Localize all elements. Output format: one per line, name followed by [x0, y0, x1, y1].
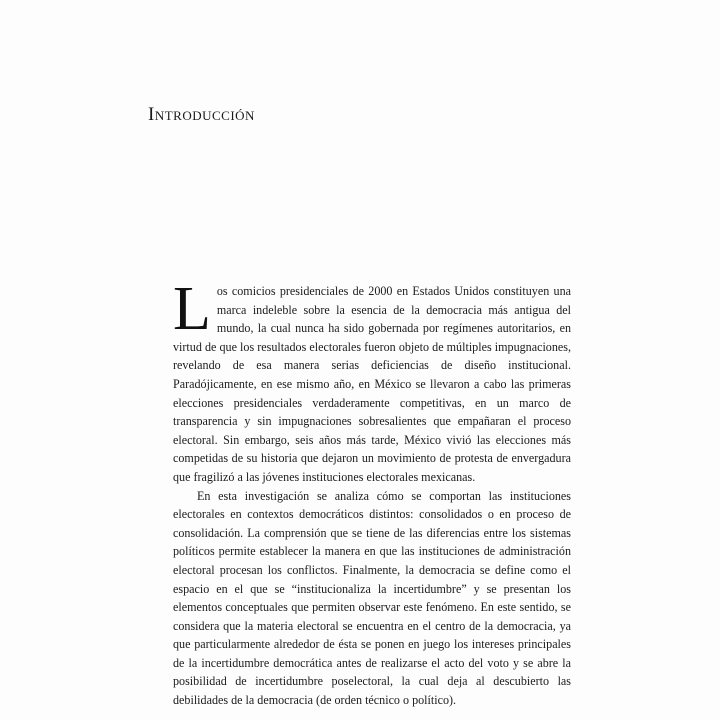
body-text [173, 275, 571, 710]
paragraph-2: En esta investigación se analiza cómo se comportan las instituciones electorales en contextos democráticos distintos: consolidados o en proceso de consolidación. La comprensión que se tiene de las diferencias entre los sistemas políticos permite establecer la manera en que las instituciones de administración electoral procesan los conflictos. Finalmente, la democracia se define como el espacio en el que se “institucionaliza la incertidumbre” y se presentan los elementos conceptuales que permiten observar este fenómeno. En este sentido, se considera que la materia electoral se encuentra en el centro de la democracia, ya que particularmente alrededor de ésta se ponen en juego los intereses principales de la incertidumbre democrática antes de realizarse el acto del voto y se abre la posibilidad de incertidumbre poselectoral, la cual deja al descubierto las debilidades de la democracia (de orden técnico o político). [173, 488, 571, 708]
paragraph-1 [173, 275, 571, 487]
paragraph-1-text: os comicios presidenciales de 2000 en Estados Unidos constituyen una marca indeleble sobre la esencia de la democracia más antigua del mundo, la cual nunca ha sido gobernada por regímenes autoritarios, en virtud de que los resultados electorales fueron objeto de múltiples impugnaciones, revelando de esa manera serias deficiencias de diseño institucional. Paradójicamente, en ese mismo año, en México se llevaron a cabo las primeras elecciones presidenciales verdaderamente competitivas, en un marco de transparencia y sin impugnaciones sobresalientes que empañaran el proceso electoral. Sin embargo, seis años más tarde, México vivió las elecciones más competidas de su historia que dejaron un movimiento de protesta de envergadura que fragilizó a las jóvenes instituciones electorales mexicanas. [173, 284, 571, 484]
chapter-title: Introducción [148, 104, 255, 125]
drop-cap: L [173, 275, 211, 343]
